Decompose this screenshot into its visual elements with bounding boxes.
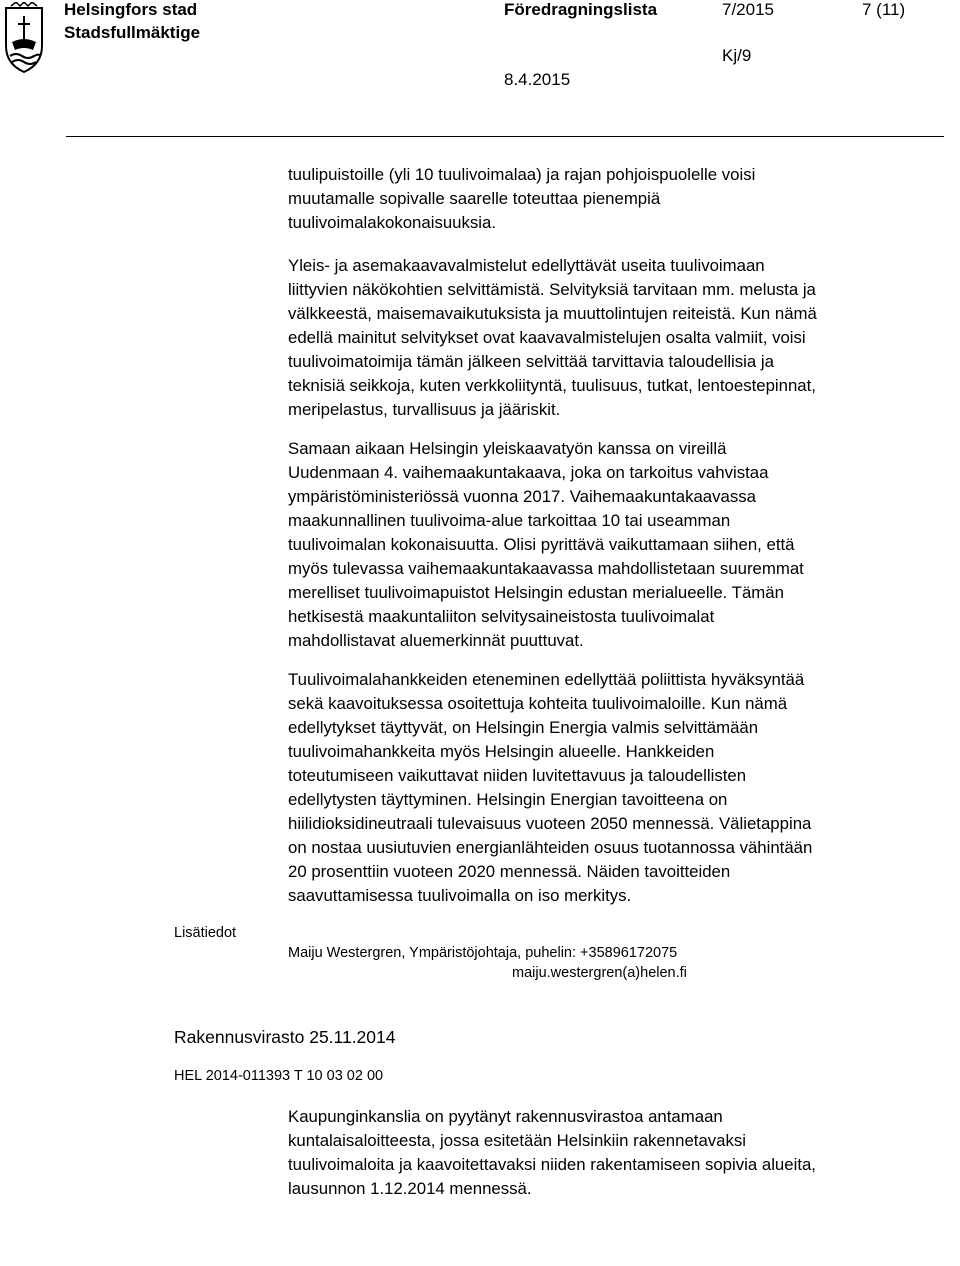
text-line: Yleis- ja asemakaavavalmistelut edellyttävät useita tuulivoimaan: [288, 256, 765, 275]
text-line: toteutumiseen vaikuttavat niiden luvitettavuus ja taloudellisten: [288, 766, 747, 785]
text-line: merelliset tuulivoimapuistot Helsingin edustan merialueelle. Tämän: [288, 583, 784, 602]
text-line: muutamalle sopivalle saarelle toteuttaa pienempiä: [288, 189, 661, 208]
meeting-date: 8.4.2015: [504, 70, 571, 89]
text-line: teknisiä seikkoja, kuten verkkoliityntä, tuulisuus, tutkat, lentoestepinnat,: [288, 376, 816, 395]
page-number: 7 (11): [862, 0, 906, 19]
paragraph-2: [288, 254, 940, 422]
text-line: edellytysten täyttyminen. Helsingin Energian tavoitteena on: [288, 790, 728, 809]
paragraph-statement: [288, 1105, 940, 1201]
text-line: Kaupunginkanslia on pyytänyt rakennusvirastoa antamaan: [288, 1107, 723, 1126]
text-line: tuulivoimaloita ja kaavoitettavaksi niiden rakentamiseen sopivia alueita,: [288, 1155, 816, 1174]
paragraph-4: [288, 668, 940, 908]
text-line: tuulivoimalakokonaisuuksia.: [288, 213, 497, 232]
doc-number: 7/2015: [722, 0, 774, 19]
text-line: kuntalaisaloitteesta, jossa esitetään Helsinkiin rakennetavaksi: [288, 1131, 747, 1150]
text-line: 20 prosenttiin vuoteen 2020 mennessä. Näiden tavoitteiden: [288, 862, 731, 881]
reference-number: HEL 2014-011393 T 10 03 02 00: [174, 1068, 384, 1084]
contact-email: maiju.westergren(a)helen.fi: [512, 965, 687, 981]
text-line: välkkeestä, maisemavaikutuksista ja muuttolintujen reiteistä. Kun nämä: [288, 304, 817, 323]
contact-info: Maiju Westergren, Ympäristöjohtaja, puhelin: +35896172075: [288, 945, 678, 961]
text-line: lausunnon 1.12.2014 mennessä.: [288, 1179, 532, 1198]
text-line: Samaan aikaan Helsingin yleiskaavatyön kanssa on vireillä: [288, 439, 727, 458]
text-line: edellytykset täyttyvät, on Helsingin Energia valmis selvittämään: [288, 718, 759, 737]
text-line: maakunnallinen tuulivoima-alue tarkoittaa 10 tai useamman: [288, 511, 731, 530]
doc-type: Föredragningslista: [504, 0, 658, 19]
text-line: edellä mainitut selvitykset ovat kaavavalmistelujen osalta valmiit, voisi: [288, 328, 806, 347]
statement-heading: Rakennusvirasto 25.11.2014: [174, 1027, 396, 1047]
section-label-lisatiedot: Lisätiedot: [174, 925, 237, 941]
text-line: tuulivoimahankkeita myös Helsingin alueelle. Hankkeiden: [288, 742, 715, 761]
paragraph-3: [288, 437, 940, 653]
text-line: Tuulivoimalahankkeiden eteneminen edellyttää poliittista hyväksyntää: [288, 670, 805, 689]
text-line: saavuttamisessa tuulivoimalla on iso merkitys.: [288, 886, 632, 905]
text-line: mahdollistavat aluemerkinnät puuttuvat.: [288, 631, 584, 650]
text-line: myös tulevassa vaihemaakuntakaavassa mahdollistetaan suuremmat: [288, 559, 804, 578]
item-number: Kj/9: [722, 46, 752, 65]
org-name: Helsingfors stad: [64, 0, 198, 19]
text-line: tuulivoimalan kokonaisuutta. Olisi pyrittävä vaikuttamaan siihen, että: [288, 535, 795, 554]
text-line: liittyvien näkökohtien selvittämistä. Selvityksiä tarvitaan mm. melusta ja: [288, 280, 816, 299]
text-line: ympäristöministeriössä vuonna 2017. Vaihemaakuntakaavassa: [288, 487, 756, 506]
text-line: tuulipuistoille (yli 10 tuulivoimalaa) ja rajan pohjoispuolelle voisi: [288, 165, 756, 184]
header-divider: [66, 136, 944, 137]
text-line: meripelastus, turvallisuus ja jääriskit.: [288, 400, 561, 419]
text-line: Uudenmaan 4. vaihemaakuntakaava, joka on tarkoitus vahvistaa: [288, 463, 769, 482]
paragraph-1: [288, 163, 940, 235]
text-line: sekä kaavoituksessa osoitettuja kohteita tuulivoimaloille. Kun nämä: [288, 694, 788, 713]
text-line: on nostaa uusiutuvien energianlähteiden osuus tuotannossa vähintään: [288, 838, 813, 857]
helsinki-crest-icon: [2, 2, 46, 74]
text-line: hetkisestä maakuntaliiton selvitysaineistosta tuulivoimalat: [288, 607, 715, 626]
text-line: tuulivoimatoimija tämän jälkeen selvittää tarvittavia taloudellisia ja: [288, 352, 774, 371]
org-body: Stadsfullmäktige: [64, 23, 201, 42]
text-line: hiilidioksidineutraali tulevaisuus vuoteen 2050 mennessä. Välietappina: [288, 814, 812, 833]
